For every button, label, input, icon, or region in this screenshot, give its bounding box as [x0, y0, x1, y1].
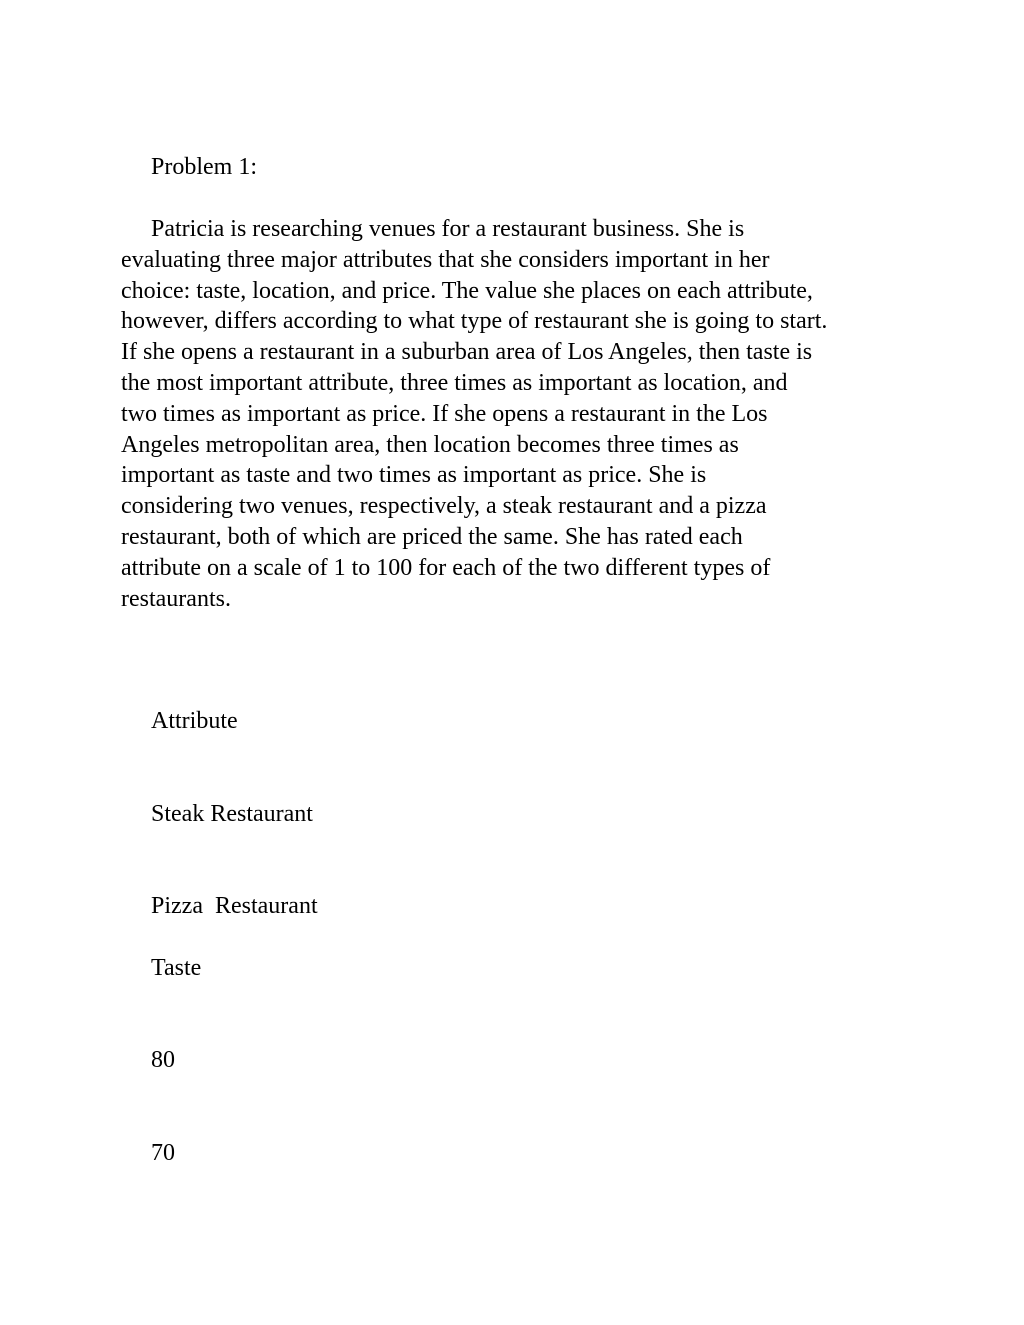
- table-cell-taste: Taste: [151, 955, 202, 981]
- table-cell-steak-taste-value: 80: [151, 1047, 175, 1073]
- table-header-attribute: Attribute: [151, 708, 238, 734]
- problem-heading: Problem 1:: [151, 154, 257, 180]
- problem-paragraph: Patricia is researching venues for a restaurant business. She is evaluating three major attributes that she considers important in her choice: taste, location, and price. The value she places on each attribute, however, differs according to what type of restaurant she is going to start. If she opens a restaurant in a suburban area of Los Angeles, then taste is the most important attribute, three times as important as location, and two times as important as price. If she opens a restaurant in the Los Angeles metropolitan area, then location becomes three times as important as taste and two times as important as price. She is considering two venues, respectively, a steak restaurant and a pizza restaurant, both of which are priced the same. She has rated each attribute on a scale of 1 to 100 for each of the two different types of restaurants.: [121, 216, 828, 612]
- table-header-steak-restaurant: Steak Restaurant: [151, 801, 313, 827]
- table-header-pizza-restaurant: Pizza Restaurant: [151, 893, 318, 919]
- table-cell-pizza-taste-value: 70: [151, 1140, 175, 1166]
